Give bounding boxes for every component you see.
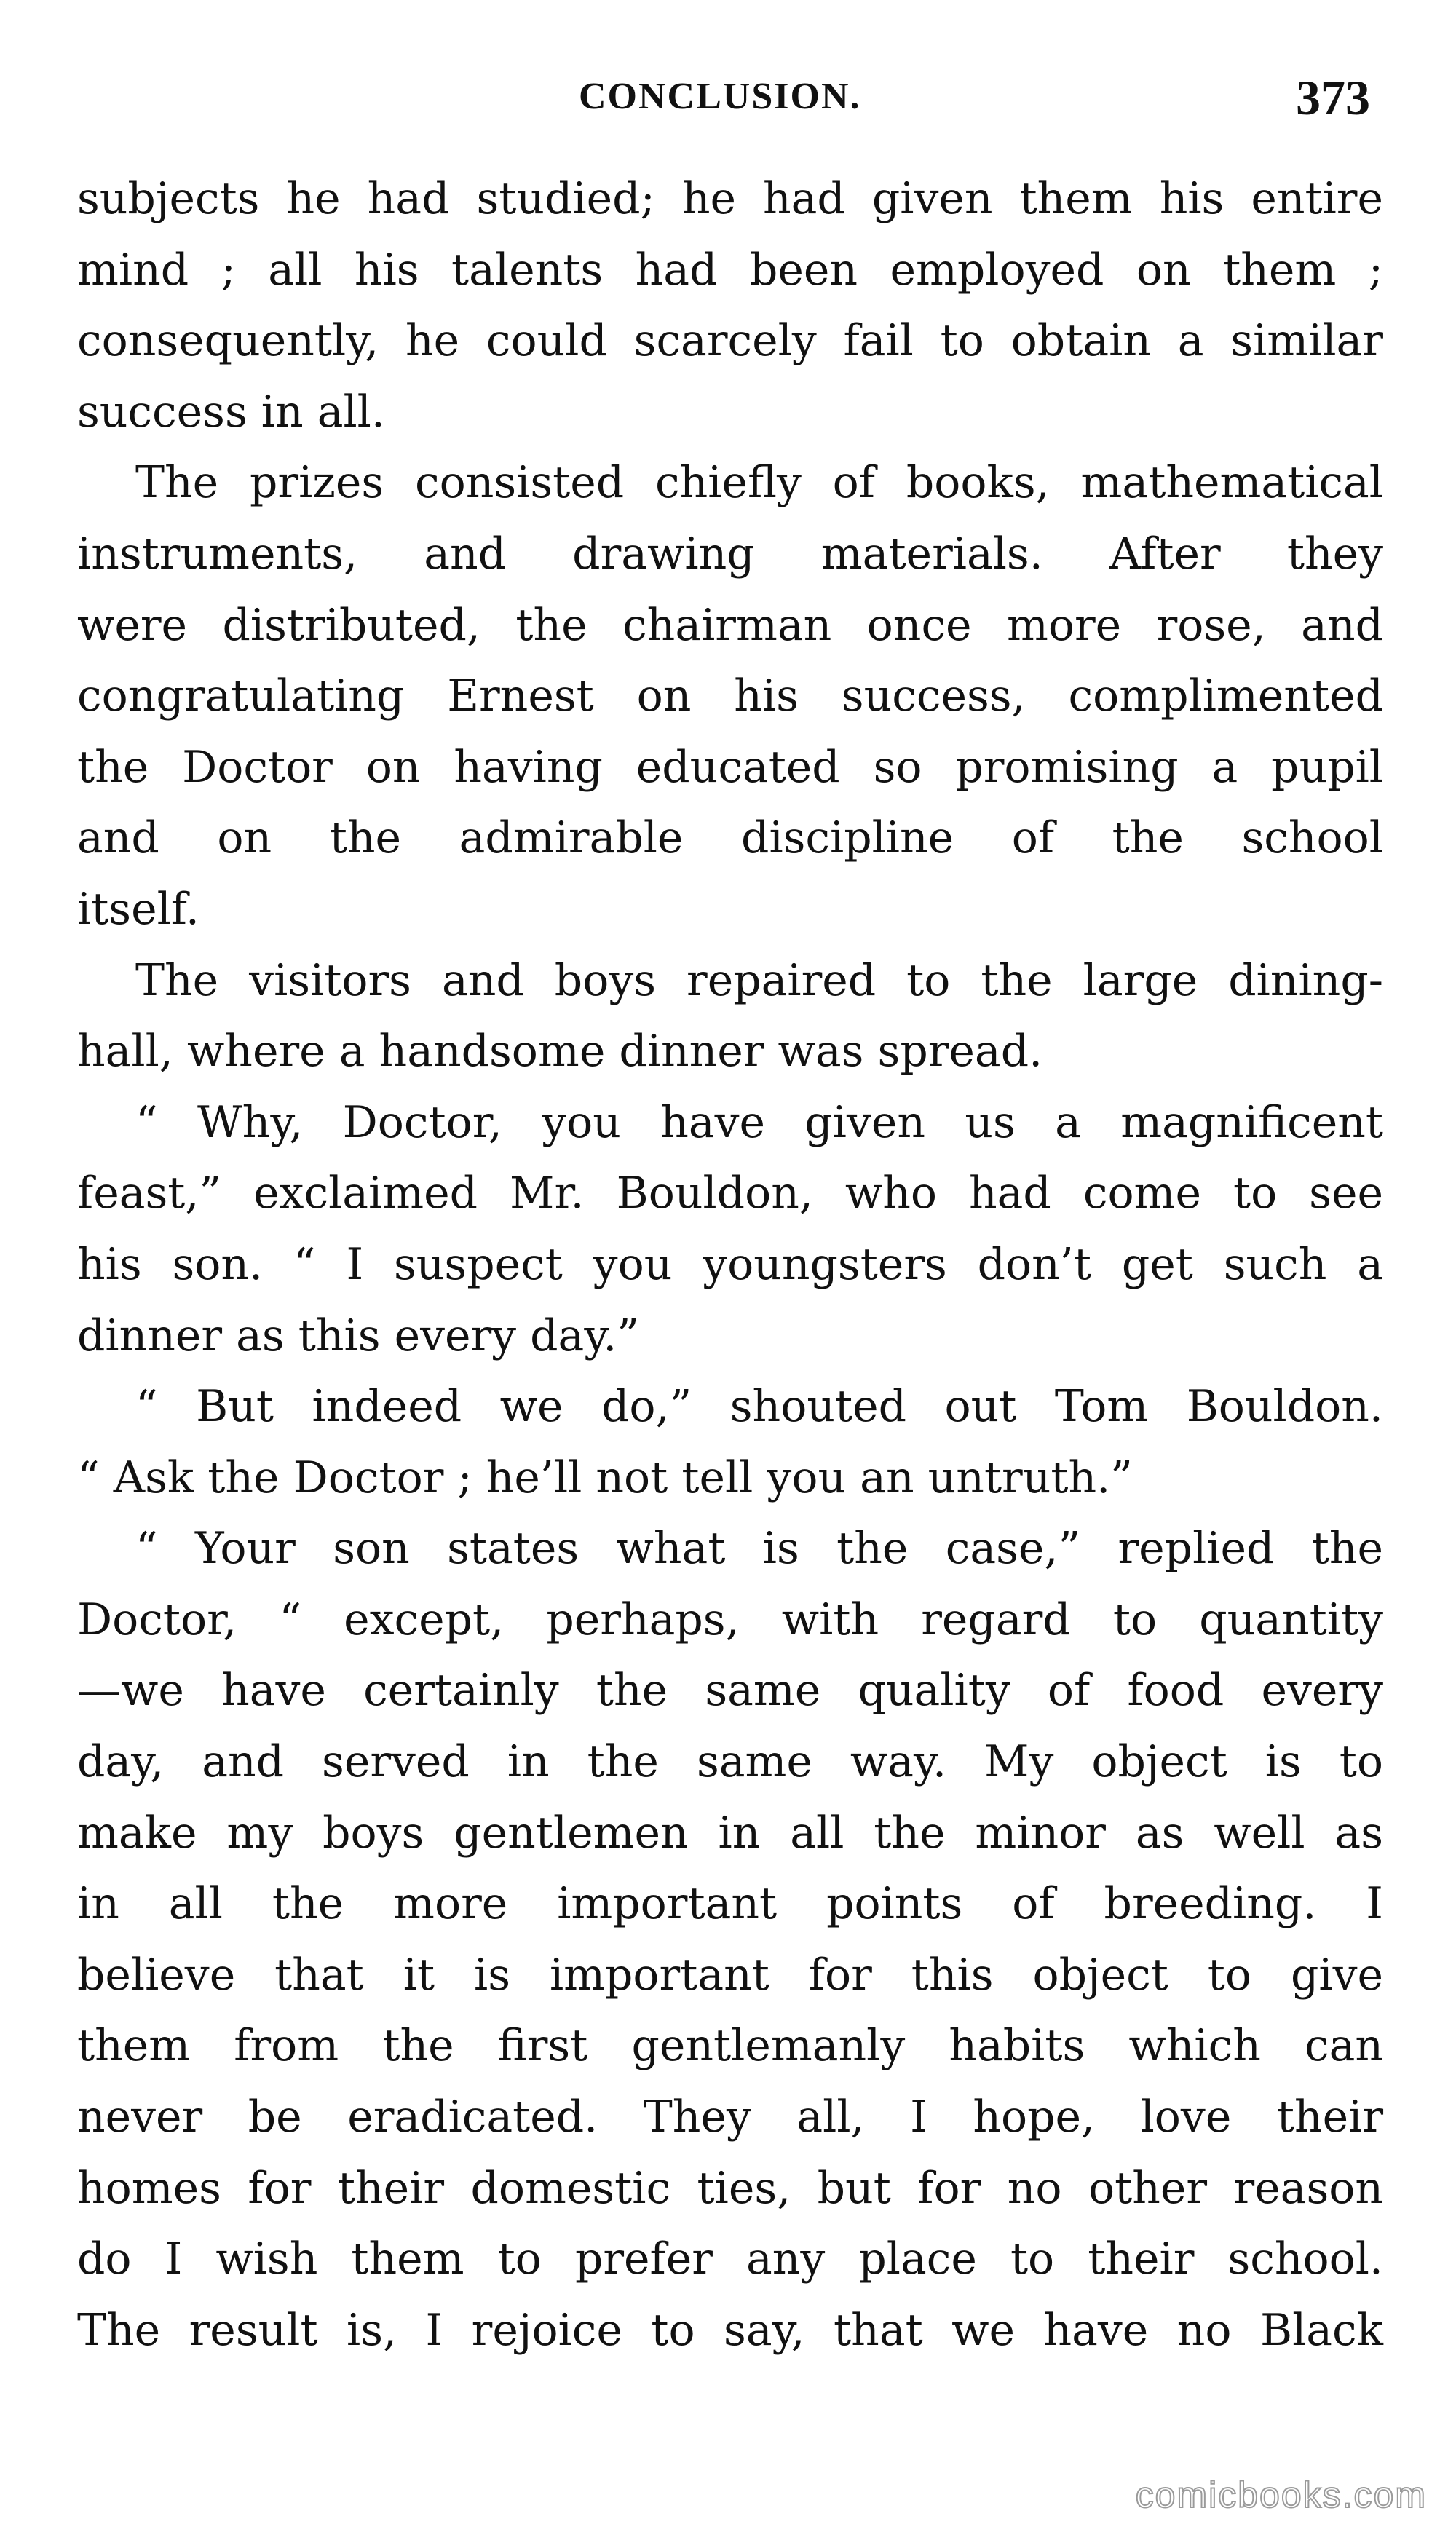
page-number: 373 [1296, 70, 1370, 125]
text-line: “ Your son states what is the case,” replied the [135, 1523, 1383, 1575]
text-line: The result is, I rejoice to say, that we have no Black [77, 2304, 1383, 2356]
text-line: The prizes consisted chiefly of books, mathematical [135, 457, 1383, 509]
text-line: never be eradicated. They all, I hope, love their [77, 2092, 1383, 2143]
text-line: consequently, he could scarcely fail to obtain a similar [77, 315, 1383, 367]
text-line: —we have certainly the same quality of food every [77, 1665, 1383, 1717]
text-line: dinner as this every day.” [77, 1310, 640, 1361]
text-line: were distributed, the chairman once more rose, and [77, 599, 1383, 651]
text-line: believe that it is important for this object to give [77, 1949, 1383, 2001]
paragraph [77, 448, 1383, 945]
paragraph [77, 1372, 1383, 1514]
text-line: make my boys gentlemen in all the minor as well as [77, 1807, 1383, 1859]
text-line: “ Why, Doctor, you have given us a magnificent [135, 1096, 1383, 1148]
text-line: homes for their domestic ties, but for no other reason [77, 2162, 1383, 2214]
text-line: success in all. [77, 386, 385, 438]
text-line: “ Ask the Doctor ; he’ll not tell you an untruth.” [77, 1452, 1133, 1503]
text-line: do I wish them to prefer any place to their school. [77, 2234, 1383, 2285]
body-text [77, 164, 1383, 2366]
paragraph [77, 164, 1383, 448]
text-line: “ But indeed we do,” shouted out Tom Bouldon. [135, 1381, 1383, 1433]
text-line: congratulating Ernest on his success, complimented [77, 670, 1383, 722]
text-line: his son. “ I suspect you youngsters don’t get such a [77, 1238, 1383, 1290]
paragraph [77, 1514, 1383, 2366]
text-line: mind ; all his talents had been employed on them ; [77, 244, 1383, 296]
text-line: and on the admirable discipline of the school [77, 812, 1383, 864]
text-line: in all the more important points of breeding. I [77, 1878, 1383, 1930]
paragraph [77, 1088, 1383, 1372]
text-line: day, and served in the same way. My object is to [77, 1736, 1383, 1788]
watermark: comicbooks.com [1135, 2474, 1427, 2515]
text-line: instruments, and drawing materials. After they [77, 528, 1383, 579]
running-head: CONCLUSION. [579, 76, 861, 117]
text-line: hall, where a handsome dinner was spread. [77, 1026, 1043, 1077]
text-line: them from the first gentlemanly habits which can [77, 2020, 1383, 2072]
text-line: itself. [77, 883, 199, 935]
page-header [0, 69, 1456, 135]
text-line: The visitors and boys repaired to the large dining- [135, 954, 1383, 1006]
text-line: feast,” exclaimed Mr. Bouldon, who had come to see [77, 1168, 1383, 1219]
paragraph [77, 946, 1383, 1088]
text-line: Doctor, “ except, perhaps, with regard to quantity [77, 1594, 1383, 1645]
text-line: the Doctor on having educated so promising a pupil [77, 741, 1383, 793]
text-line: subjects he had studied; he had given them his entire [77, 173, 1383, 224]
